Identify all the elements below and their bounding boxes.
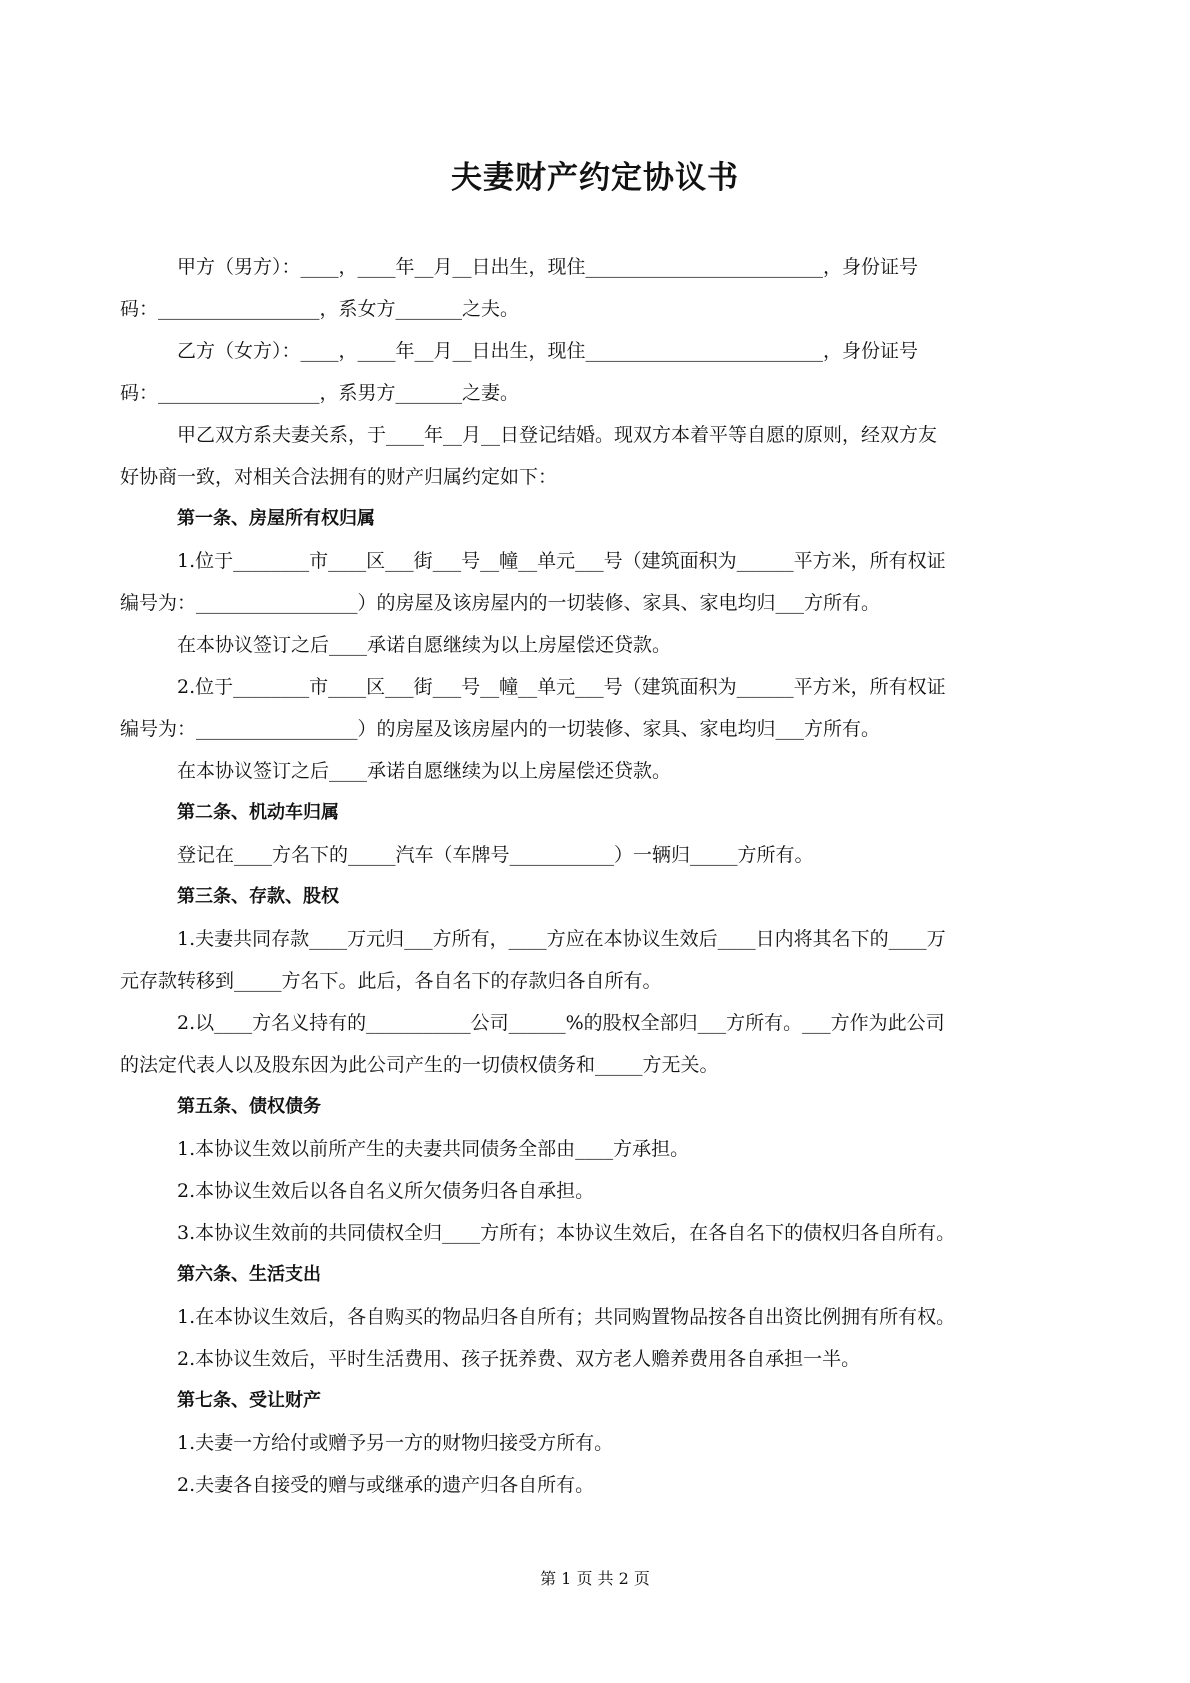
- article-3-item-2-line-1: 2.以____方名义持有的___________公司______%的股权全部归___方所有。___方作为此公司: [177, 1012, 945, 1034]
- article-3-item-1-line-2: 元存款转移到_____方名下。此后，各自名下的存款归各自所有。: [120, 970, 662, 992]
- article-3-item-1-line-1: 1.夫妻共同存款____万元归___方所有，____方应在本协议生效后____日内将其名下的____万: [177, 928, 946, 950]
- article-1-heading: 第一条、房屋所有权归属: [177, 508, 375, 529]
- article-5-item-2: 2.本协议生效后以各自名义所欠债务归各自承担。: [177, 1180, 595, 1202]
- article-6-item-1: 1.在本协议生效后，各自购买的物品归各自所有；共同购置物品按各自出资比例拥有所有权。: [177, 1306, 956, 1328]
- preamble-line-2: 好协商一致，对相关合法拥有的财产归属约定如下：: [120, 466, 558, 488]
- preamble-line-1: 甲乙双方系夫妻关系，于____年__月__日登记结婚。现双方本着平等自愿的原则，经双方友: [177, 424, 938, 446]
- article-3-heading: 第三条、存款、股权: [177, 886, 339, 907]
- article-1-item-1-line-2: 编号为：_________________）的房屋及该房屋内的一切装修、家具、家电均归___方所有。: [120, 592, 881, 614]
- article-7-item-1: 1.夫妻一方给付或赠予另一方的财物归接受方所有。: [177, 1432, 614, 1454]
- document-body: [120, 246, 1035, 1506]
- article-7-heading: 第七条、受让财产: [177, 1390, 321, 1411]
- party-b-line-2: 码：_________________，系男方_______之妻。: [120, 382, 520, 404]
- article-6-heading: 第六条、生活支出: [177, 1264, 321, 1285]
- article-1-item-2-loan: 在本协议签订之后____承诺自愿继续为以上房屋偿还贷款。: [177, 760, 672, 782]
- article-3-item-2-line-2: 的法定代表人以及股东因为此公司产生的一切债权债务和_____方无关。: [120, 1054, 719, 1076]
- article-6-item-2: 2.本协议生效后，平时生活费用、孩子抚养费、双方老人赡养费用各自承担一半。: [177, 1348, 861, 1370]
- party-a-line-1: 甲方（男方）：____，____年__月__日出生，现住_________________________，身份证号: [177, 256, 919, 278]
- article-5-heading: 第五条、债权债务: [177, 1096, 321, 1117]
- article-2-text: 登记在____方名下的_____汽车（车牌号___________）一辆归_____方所有。: [177, 844, 814, 866]
- document-title: 夫妻财产约定协议书: [451, 160, 739, 196]
- article-1-item-1-loan: 在本协议签订之后____承诺自愿继续为以上房屋偿还贷款。: [177, 634, 672, 656]
- article-1-item-1-line-1: 1.位于________市____区___街___号__幢__单元___号（建筑面积为______平方米，所有权证: [177, 550, 946, 572]
- article-1-item-2-line-2: 编号为：_________________）的房屋及该房屋内的一切装修、家具、家电均归___方所有。: [120, 718, 881, 740]
- party-b-line-1: 乙方（女方）：____，____年__月__日出生，现住_________________________，身份证号: [177, 340, 919, 362]
- article-2-heading: 第二条、机动车归属: [177, 802, 339, 823]
- page-number-footer: 第 1 页 共 2 页: [540, 1569, 650, 1588]
- article-5-item-3: 3.本协议生效前的共同债权全归____方所有；本协议生效后，在各自名下的债权归各自所有。: [177, 1222, 956, 1244]
- party-a-line-2: 码：_________________，系女方_______之夫。: [120, 298, 520, 320]
- article-5-item-1: 1.本协议生效以前所产生的夫妻共同债务全部由____方承担。: [177, 1138, 690, 1160]
- article-7-item-2: 2.夫妻各自接受的赠与或继承的遗产归各自所有。: [177, 1474, 595, 1496]
- article-1-item-2-line-1: 2.位于________市____区___街___号__幢__单元___号（建筑面积为______平方米，所有权证: [177, 676, 946, 698]
